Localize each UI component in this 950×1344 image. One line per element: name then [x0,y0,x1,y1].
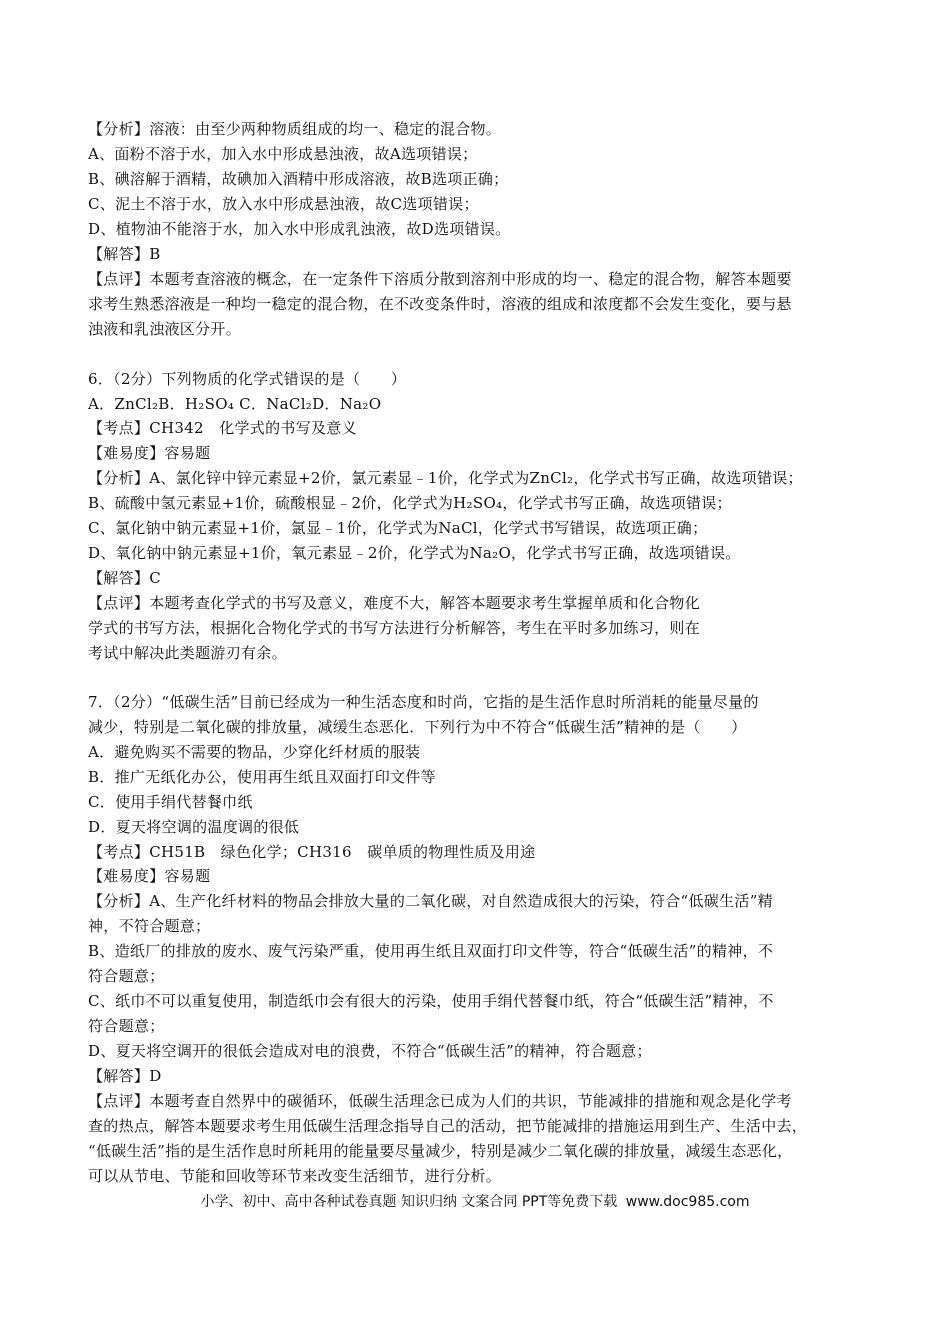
answer-line: 【解答】B [88,245,161,263]
question-7-stem: 7．（2分）“低碳生活”目前已经成为一种生活态度和时尚，它指的是生活作息时所消耗的能量尽量的 [88,693,759,711]
question-7-option-a: A．避免购买不需要的物品，少穿化纤材质的服装 [88,743,421,761]
analysis-option-b: B、碘溶解于酒精，故碘加入酒精中形成溶液，故B选项正确； [88,170,509,188]
question-7-option-d: D．夏天将空调的温度调的很低 [88,818,300,836]
question-6-analysis-d: D、氧化钠中钠元素显+1价，氧元素显﹣2价，化学式为Na₂O，化学式书写正确，故选项错误。 [88,544,741,562]
question-7-analysis-b: B、造纸厂的排放的废水、废气污染严重，使用再生纸且双面打印文件等，符合“低碳生活”的精神，不 [88,942,774,960]
question-7-comment: 可以从节电、节能和回收等环节来改变生活细节，进行分析。 [88,1167,502,1185]
question-7-option-b: B．推广无纸化办公，使用再生纸且双面打印文件等 [88,768,436,786]
question-7-stem: 减少，特别是二氧化碳的排放量，减缓生态恶化．下列行为中不符合“低碳生活”精神的是（ ） [88,718,747,736]
question-7-analysis-d: D、夏天将空调开的很低会造成对电的浪费，不符合“低碳生活”的精神，符合题意； [88,1042,652,1060]
footer-url[interactable]: www.doc985.com [625,1194,750,1210]
comment-line: 【点评】本题考查溶液的概念，在一定条件下溶质分散到溶剂中形成的均一、稳定的混合物，解答本题要 [88,270,792,288]
question-6-difficulty: 【难易度】容易题 [88,444,211,462]
question-7-option-c: C．使用手绢代替餐巾纸 [88,793,253,811]
question-7-analysis-a: 【分析】A、生产化纤材料的物品会排放大量的二氧化碳，对自然造成很大的污染，符合“低碳生活”精 [88,892,773,910]
analysis-option-c: C、泥土不溶于水，放入水中形成悬浊液，故C选项错误； [88,195,479,213]
question-7-point: 【考点】CH51B 绿色化学；CH316 碳单质的物理性质及用途 [88,843,536,861]
question-7-analysis-c: C、纸巾不可以重复使用，制造纸巾会有很大的污染，使用手绢代替餐巾纸，符合“低碳生活”精神，不 [88,992,774,1010]
question-7-comment: 查的热点，解答本题要求考生用低碳生活理念指导自己的活动，把节能减排的措施运用到生产、生活中去， [88,1117,808,1135]
question-7-analysis-b: 符合题意； [88,967,165,985]
question-6-analysis-b: B、硫酸中氢元素显+1价，硫酸根显﹣2价，化学式为H₂SO₄，化学式书写正确，故选项错误； [88,494,732,512]
question-7-comment: 【点评】本题考查自然界中的碳循环，低碳生活理念已成为人们的共识，节能减排的措施和观念是化学考 [88,1092,792,1110]
question-6-comment: 学式的书写方法，根据化合物化学式的书写方法进行分析解答，考生在平时多加练习，则在 [88,619,701,637]
question-6-comment: 考试中解决此类题游刃有余。 [88,644,287,662]
question-7-difficulty: 【难易度】容易题 [88,867,211,885]
analysis-option-d: D、植物油不能溶于水，加入水中形成乳浊液，故D选项错误。 [88,220,511,238]
question-6-comment: 【点评】本题考查化学式的书写及意义，难度不大，解答本题要求考生掌握单质和化合物化 [88,594,701,612]
analysis-line: 【分析】溶液：由至少两种物质组成的均一、稳定的混合物。 [88,120,502,138]
question-6-point: 【考点】CH342 化学式的书写及意义 [88,419,357,437]
analysis-option-a: A、面粉不溶于水，加入水中形成悬浊液，故A选项错误； [88,145,478,163]
question-6-options: A．ZnCl₂B．H₂SO₄ C．NaCl₂D．Na₂O [88,395,382,413]
comment-line: 求考生熟悉溶液是一种均一稳定的混合物，在不改变条件时，溶液的组成和浓度都不会发生变化，要与悬 [88,295,792,313]
question-7-analysis-c: 符合题意； [88,1017,165,1035]
page-footer [0,1192,950,1212]
question-6-analysis-a: 【分析】A、氯化锌中锌元素显+2价，氯元素显﹣1价，化学式为ZnCl₂，化学式书写正确，故选项错误； [88,469,803,487]
question-7-answer: 【解答】D [88,1067,162,1085]
footer-text: 小学、初中、高中各种试卷真题 知识归纳 文案合同 PPT等免费下载 [200,1194,618,1210]
question-6-stem: 6．（2分）下列物质的化学式错误的是（ ） [88,370,407,388]
question-6-analysis-c: C、氯化钠中钠元素显+1价，氯显﹣1价，化学式为NaCl，化学式书写错误，故选项正确； [88,519,708,537]
comment-line: 浊液和乳浊液区分开。 [88,320,242,338]
question-6-answer: 【解答】C [88,569,161,587]
question-7-comment: “低碳生活”指的是生活作息时所耗用的能量要尽量减少，特别是减少二氧化碳的排放量，减缓生态恶化， [88,1142,793,1160]
question-7-analysis-a: 神，不符合题意； [88,917,211,935]
